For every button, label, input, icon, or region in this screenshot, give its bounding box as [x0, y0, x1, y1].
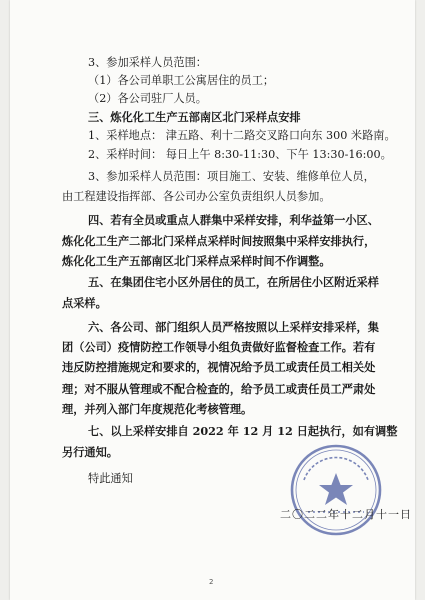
document-line: 另行通知。: [62, 445, 118, 459]
document-line: 理，并列入部门年度规范化考核管理。: [62, 402, 253, 416]
document-line: 违反防控措施规定和要求的，视情况给予员工或责任员工相关处: [62, 360, 376, 374]
document-line: 2、采样时间： 每日上午 8:30-11:30、下午 13:30-16:00。: [88, 148, 392, 161]
signature-date: 二〇二二年十二月十一日: [280, 508, 412, 521]
document-line: 六、各公司、部门组织人员严格按照以上采样安排采样，集: [88, 320, 379, 334]
document-line: 3、参加采样人员范围：: [88, 56, 207, 69]
document-line: 七、以上采样安排自 2022 年 12 月 12 日起执行，如有调整: [88, 424, 398, 438]
document-line: 特此通知: [88, 472, 133, 485]
document-line: 团（公司）疫情防控工作领导小组负责做好监督检查工作。若有: [62, 340, 376, 354]
document-line: 炼化化工生产五部南区北门采样点采样时间不作调整。: [62, 254, 331, 268]
document-line: 点采样。: [62, 296, 107, 310]
document-page: [10, 0, 415, 600]
document-line: （2）各公司驻厂人员。: [88, 92, 207, 105]
document-line: 五、在集团住宅小区外居住的员工，在所居住小区附近采样: [88, 275, 379, 289]
document-line: 3、参加采样人员范围：项目施工、安装、维修单位人员，: [88, 170, 375, 183]
document-line: （1）各公司单职工公寓居住的员工；: [88, 74, 275, 87]
document-line: 四、若有全员或重点人群集中采样安排，利华益第一小区、: [88, 213, 379, 227]
document-line: 由工程建设指挥部、各公司办公室负责组织人员参加。: [62, 190, 331, 203]
document-line: 1、采样地点： 津五路、利十二路交叉路口向东 300 米路南。: [88, 129, 396, 142]
document-line: 理；对不服从管理或不配合检查的，给予员工或责任员工严肃处: [62, 382, 376, 396]
document-line: 炼化化工生产二部北门采样点采样时间按照集中采样安排执行，: [62, 234, 376, 248]
official-seal: [286, 440, 386, 540]
document-line: 三、炼化化工生产五部南区北门采样点安排: [88, 110, 301, 124]
page-number: 2: [209, 578, 214, 586]
